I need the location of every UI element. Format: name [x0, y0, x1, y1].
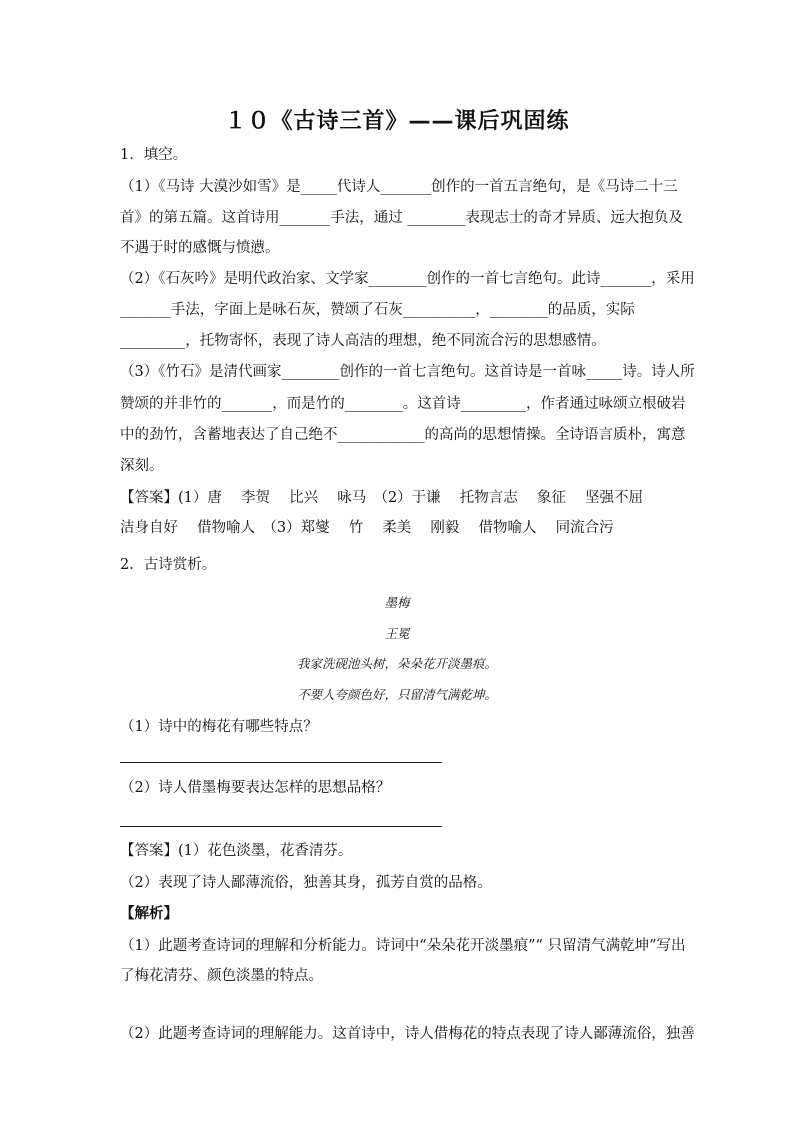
question-1-1-line-3: 不遇于时的感慨与愤懑。 [120, 240, 280, 256]
poem-line-1: 我家洗砚池头树，朵朵花开淡墨痕。 [296, 656, 497, 671]
question-1-3-line-1: （3）《竹石》是清代画家________创作的一首七言绝句。这首诗是一首咏_____诗。诗人所 [120, 364, 695, 380]
question-2-2: （2）诗人借墨梅要表达怎样的思想品格？ [120, 780, 391, 796]
page-title: １０《古诗三首》——课后巩固练 [224, 109, 570, 134]
analysis-line-1: （1）此题考查诗词的理解和分析能力。诗词中“朵朵花开淡墨痕”“ 只留清气满乾坤”写出 [120, 938, 686, 954]
analysis-heading: 【解析】 [120, 906, 178, 922]
question-2-heading: 2．古诗赏析。 [120, 557, 217, 573]
answer-blank-line [120, 826, 442, 827]
question-1-3-line-2: 赞颂的并非竹的_______，而是竹的________。这首诗_________，作者通过咏颂立根破岩 [120, 396, 686, 412]
question-1-heading: 1．填空。 [120, 147, 188, 163]
poem-line-2: 不要人夸颜色好，只留清气满乾坤。 [296, 687, 497, 702]
poem-author: 王冕 [384, 626, 410, 641]
answer-2-line-1: 【答案】(1）花色淡墨，花香清芬。 [120, 843, 353, 859]
question-1-2-line-1: （2）《石灰吟》是明代政治家、文学家________创作的一首七言绝句。此诗_______，采用 [120, 271, 695, 287]
question-1-1-line-2: 首》的第五篇。这首诗用_______手法，通过 ________表现志士的奇才异质、远大抱负及 [120, 210, 683, 226]
question-1-1-line-1: （1）《马诗 大漠沙如雪》是_____代诗人_______创作的一首五言绝句，是《马诗二十三 [120, 179, 678, 195]
poem-title: 墨梅 [384, 595, 410, 610]
analysis-line-3: （2）此题考查诗词的理解能力。这首诗中，诗人借梅花的特点表现了诗人鄙薄流俗，独善 [120, 1026, 695, 1042]
answer-1-line-2: 洁身自好 借物喻人 （3）郑燮 竹 柔美 刚毅 借物喻人 同流合污 [120, 520, 614, 536]
analysis-line-2: 了梅花清芬、颜色淡墨的特点。 [120, 968, 323, 984]
question-1-3-line-4: 深刻。 [120, 458, 164, 474]
question-1-3-line-3: 中的劲竹，含蓄地表达了自己绝不____________的高尚的思想情操。全诗语言质朴，寓意 [120, 427, 686, 443]
answer-blank-line [120, 762, 442, 763]
question-1-2-line-3: _________，托物寄怀，表现了诗人高洁的理想，绝不同流合污的思想感情。 [120, 333, 606, 349]
question-1-2-line-2: _______手法，字面上是咏石灰，赞颂了石灰__________，________的品质，实际 [120, 302, 635, 318]
answer-2-line-2: （2）表现了诗人鄙薄流俗，独善其身，孤芳自赏的品格。 [120, 875, 492, 891]
answer-1-line-1: 【答案】(1）唐 李贺 比兴 咏马 （2）于谦 托物言志 象征 坚强不屈 [120, 490, 644, 506]
question-2-1: （1）诗中的梅花有哪些特点？ [120, 719, 318, 735]
